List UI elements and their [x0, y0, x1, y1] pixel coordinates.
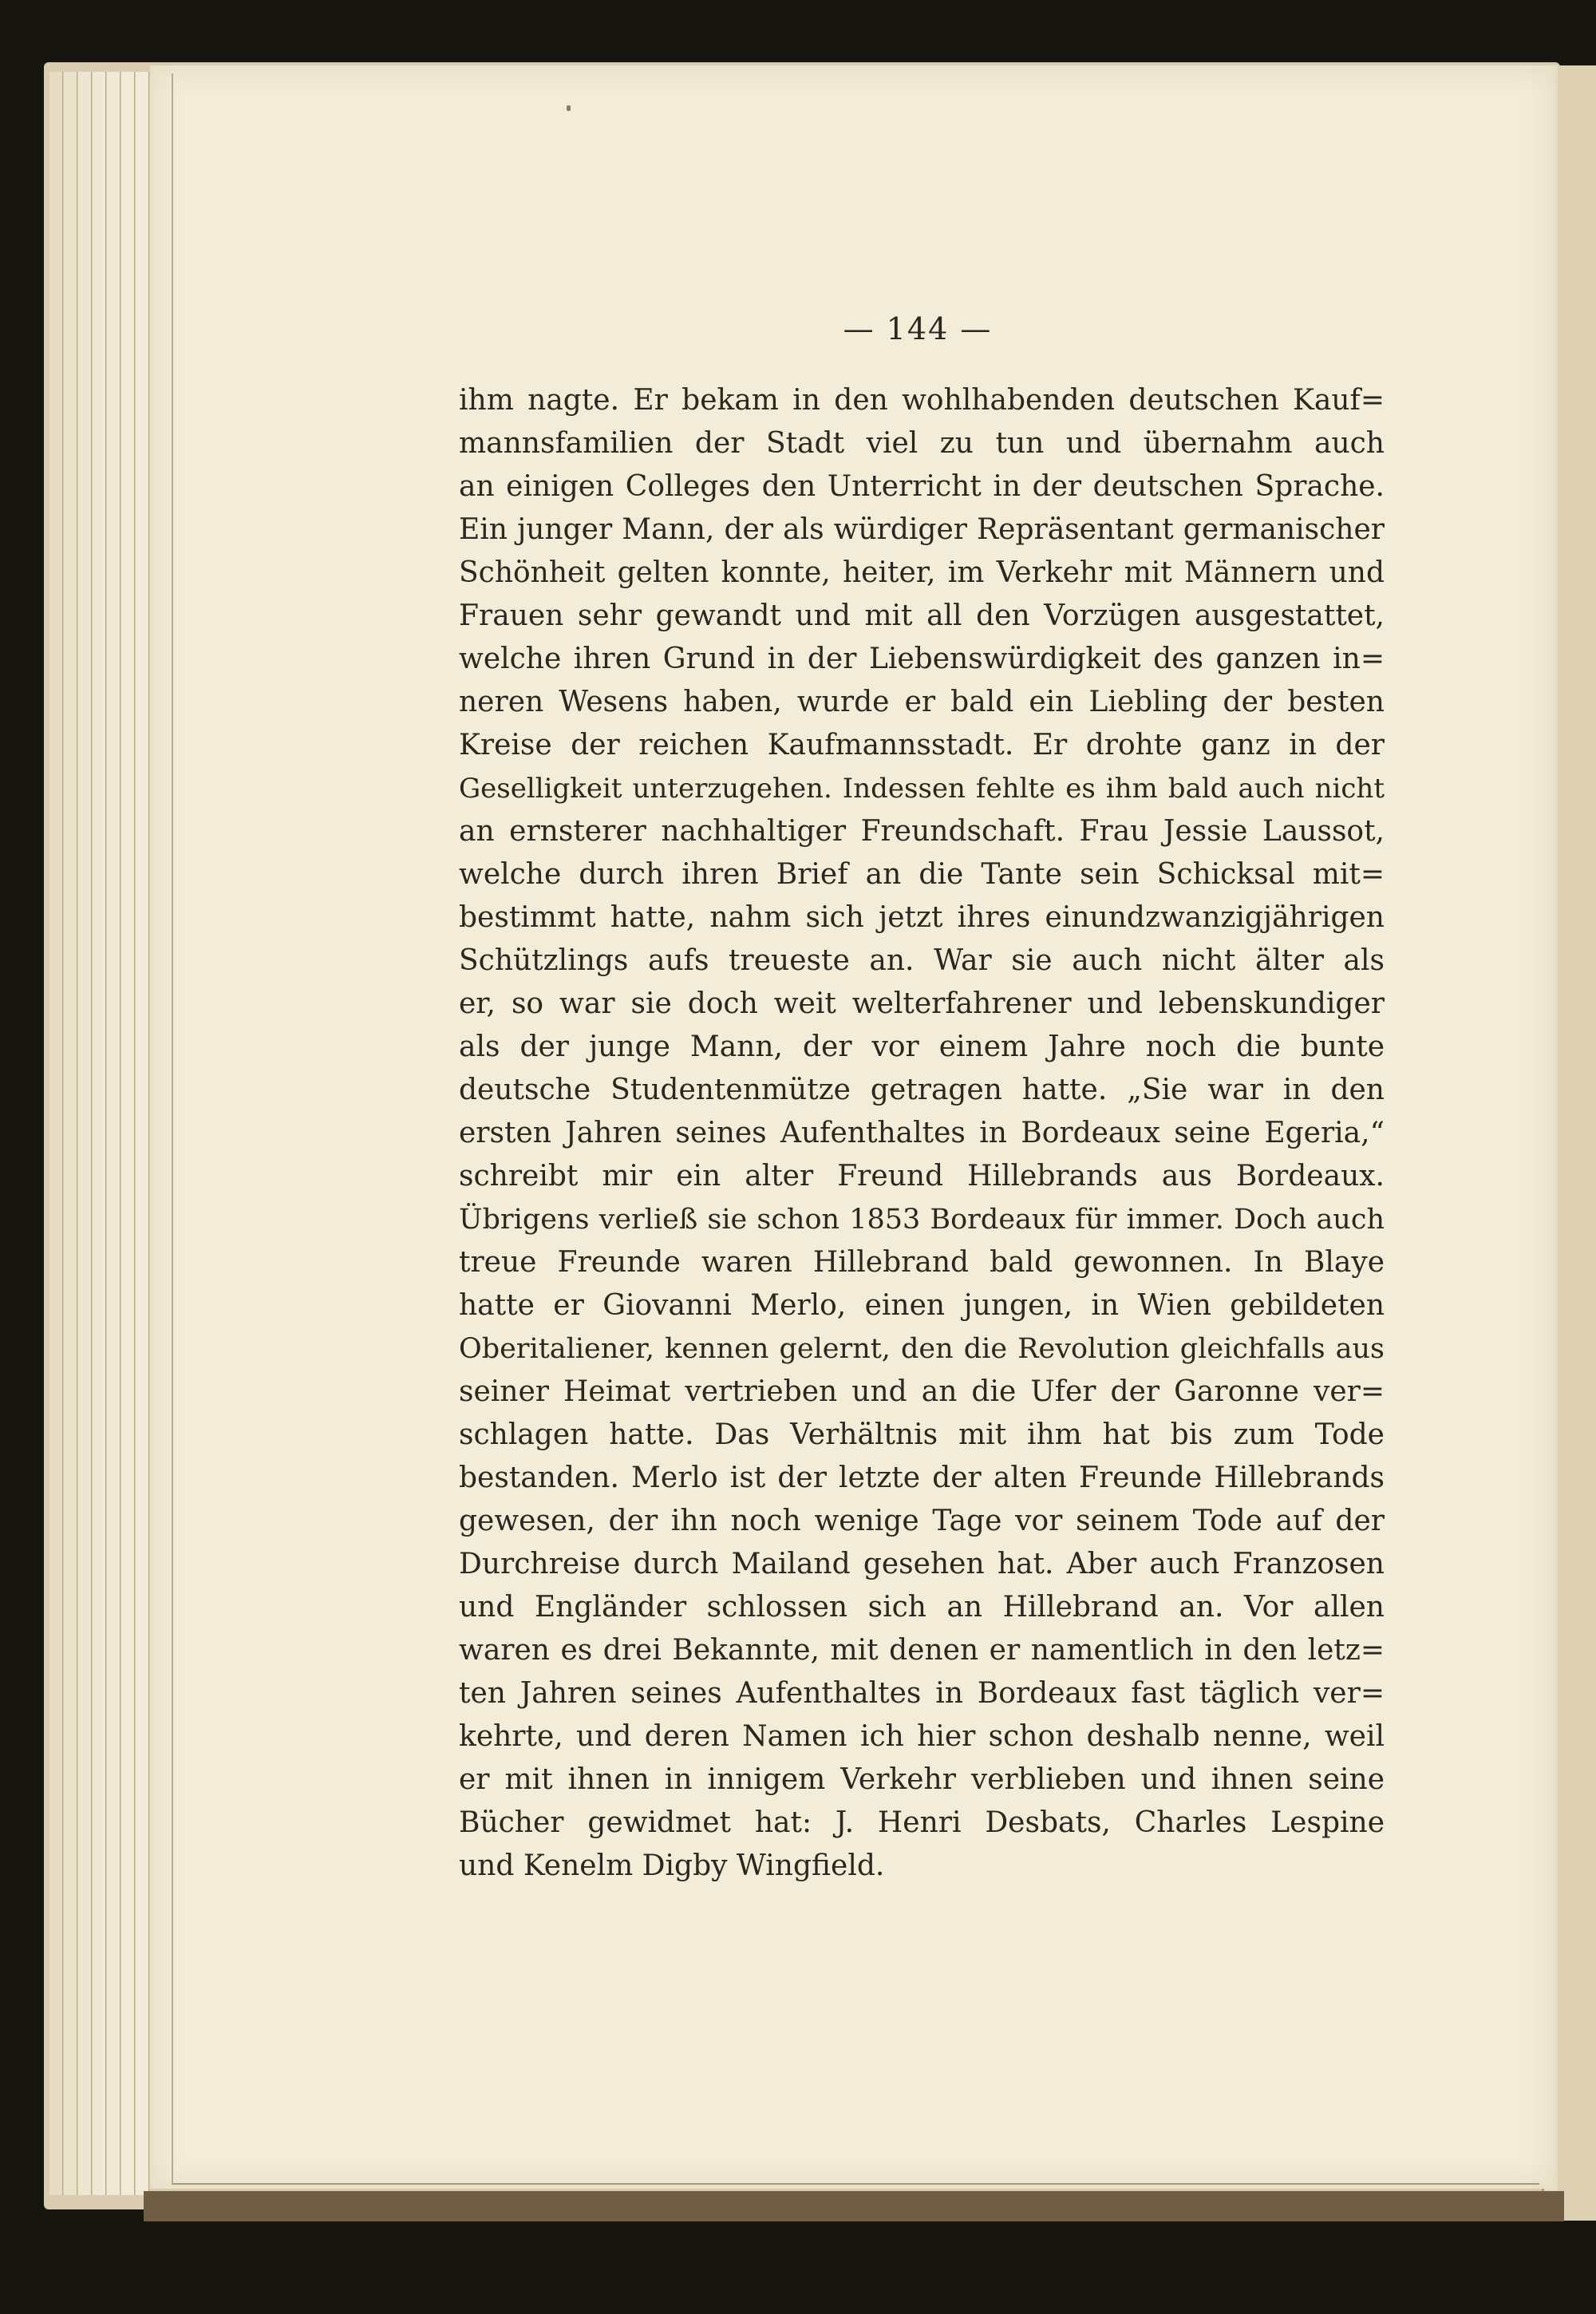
facing-page-inner: [1558, 65, 1596, 2221]
text-line: schreibt mir ein alter Freund Hillebrands aus Bordeaux.: [459, 1160, 1385, 1193]
page-edge: [136, 72, 149, 2195]
text-line: mannsfamilien der Stadt viel zu tun und übernahm auch: [459, 427, 1385, 460]
text-line: Kreise der reichen Kaufmannsstadt. Er drohte ganz in der: [459, 729, 1385, 761]
body-text: [459, 379, 1385, 1896]
text-line: welche durch ihren Brief an die Tante sein Schicksal mit=: [459, 858, 1385, 891]
text-line: Durchreise durch Mailand gesehen hat. Aber auch Franzosen: [459, 1548, 1385, 1580]
text-line: an einigen Colleges den Unterricht in der deutschen Sprache.: [459, 470, 1385, 503]
text-line: Oberitaliener, kennen gelernt, den die Revolution gleichfalls aus: [459, 1333, 1385, 1365]
text-line: Frauen sehr gewandt und mit all den Vorzügen ausgestattet,: [459, 599, 1385, 632]
page-edge: [64, 72, 77, 2195]
text-line: neren Wesens haben, wurde er bald ein Liebling der besten: [459, 686, 1385, 718]
text-line: welche ihren Grund in der Liebenswürdigkeit des ganzen in=: [459, 643, 1385, 675]
text-line: kehrte, und deren Namen ich hier schon deshalb nenne, weil: [459, 1720, 1385, 1753]
text-line: und Kenelm Digby Wingfield.: [459, 1849, 885, 1882]
text-line: waren es drei Bekannte, mit denen er namentlich in den letz=: [459, 1634, 1385, 1667]
text-line: deutsche Studentenmütze getragen hatte. „Sie war in den: [459, 1074, 1385, 1106]
text-line: Schönheit gelten konnte, heiter, im Verkehr mit Männern und: [459, 556, 1385, 589]
text-line: bestanden. Merlo ist der letzte der alten Freunde Hillebrands: [459, 1462, 1385, 1494]
page-bottom-shadow: [144, 2191, 1564, 2221]
text-line: hatte er Giovanni Merlo, einen jungen, in Wien gebildeten: [459, 1289, 1385, 1322]
text-line: ersten Jahren seines Aufenthaltes in Bordeaux seine Egeria,“: [459, 1117, 1385, 1149]
text-line: bestimmt hatte, nahm sich jetzt ihres einundzwanzigjährigen: [459, 901, 1385, 934]
text-line: seiner Heimat vertrieben und an die Ufer der Garonne ver=: [459, 1375, 1385, 1408]
text-line: an ernsterer nachhaltiger Freundschaft. Frau Jessie Laussot,: [459, 815, 1385, 848]
page-edge: [107, 72, 120, 2195]
text-line: und Engländer schlossen sich an Hillebrand an. Vor allen: [459, 1591, 1385, 1624]
text-line: gewesen, der ihn noch wenige Tage vor seinem Tode auf der: [459, 1505, 1385, 1537]
text-line: treue Freunde waren Hillebrand bald gewonnen. In Blaye: [459, 1246, 1385, 1279]
paper-speck: [567, 105, 571, 111]
text-line: als der junge Mann, der vor einem Jahre noch die bunte: [459, 1030, 1385, 1063]
page-number: — 144 —: [843, 311, 993, 346]
text-line: ihm nagte. Er bekam in den wohlhabenden deutschen Kauf=: [459, 384, 1385, 417]
text-line: Bücher gewidmet hat: J. Henri Desbats, Charles Lespine: [459, 1806, 1385, 1839]
text-line: er mit ihnen in innigem Verkehr verblieben und ihnen seine: [459, 1763, 1385, 1796]
page-edge: [49, 72, 63, 2195]
page-edge: [78, 72, 92, 2195]
text-line: ten Jahren seines Aufenthaltes in Bordeaux fast täglich ver=: [459, 1677, 1385, 1710]
page-edge: [93, 72, 106, 2195]
text-line: schlagen hatte. Das Verhältnis mit ihm hat bis zum Tode: [459, 1418, 1385, 1451]
text-line: Ein junger Mann, der als würdiger Repräsentant germanischer: [459, 513, 1385, 546]
text-line: Übrigens verließ sie schon 1853 Bordeaux für immer. Doch auch: [459, 1204, 1385, 1236]
text-line: Geselligkeit unterzugehen. Indessen fehlte es ihm bald auch nicht: [459, 773, 1385, 805]
text-line: Schützlings aufs treueste an. War sie auch nicht älter als: [459, 944, 1385, 977]
text-line: er, so war sie doch weit welterfahrener und lebenskundiger: [459, 987, 1385, 1020]
page-edge: [121, 72, 135, 2195]
